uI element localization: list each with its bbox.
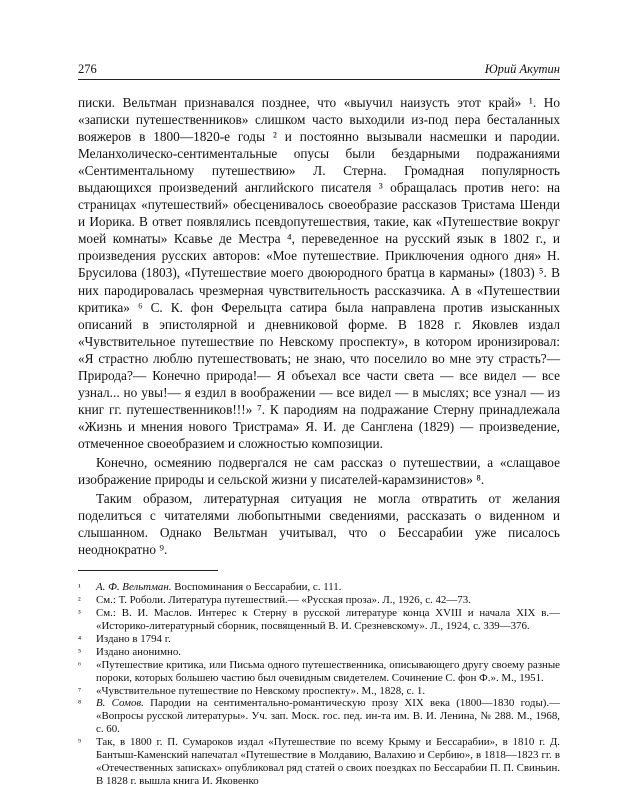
footnote-author: А. Ф. Вельтман. (96, 581, 172, 594)
footnote-number: ³ (78, 608, 81, 619)
footnote-text: «Путешествие критика, или Письма одного путешественника, описывающего другу своему разные пороки, которых большею частию был очевидным свидетелем. Сочинение С. фон Ф.». М., 1951. (96, 658, 560, 684)
footnote-author: В. Сомов. (96, 697, 144, 710)
footnote (78, 581, 560, 594)
page-number: 276 (78, 62, 97, 76)
header-rule (78, 79, 560, 80)
footnote (78, 646, 560, 659)
page-header (78, 52, 560, 80)
footnote (78, 633, 560, 646)
main-text (78, 94, 560, 558)
footnotes (78, 581, 560, 788)
footnote (78, 697, 560, 736)
footnote-text: Издано в 1794 г. (96, 632, 171, 645)
footnote (78, 607, 560, 633)
footnote (78, 659, 560, 685)
footnote-number: ⁸ (78, 698, 82, 709)
footnote-number: ² (78, 595, 81, 606)
footnote-text: «Чувствительное путешествие по Невскому проспекту». М., 1828, с. 1. (96, 684, 426, 697)
footnote-number: ¹ (78, 582, 81, 593)
footnote-number: ⁶ (78, 659, 82, 670)
footnote-number: ⁵ (78, 646, 82, 657)
footnote (78, 736, 560, 788)
footnote-number: ⁴ (78, 633, 82, 644)
running-title: Юрий Акутин (484, 62, 560, 76)
footnote-number: ⁹ (78, 737, 82, 748)
footnote-text: См.: В. И. Маслов. Интерес к Стерну в русской литературе конца XVIII и начала XIX в.— «Историко-литературный сборник, посвященный В. И. Срезневскому». Л., 1924, с. 339—376. (96, 607, 560, 632)
book-page (78, 0, 560, 788)
paragraph: писки. Вельтман признавался позднее, что «выучил наизусть этот край» ¹. Но «записки путешественников» слишком часто выходили из-под пера бесталанных вояжеров в 1800—1820-е годы ² и постоянно вызывали насмешки и пародии. Меланхолическо-сентиментальные опусы были бездарными подражаниями «Сентиментальному путешествию» Л. Стерна. Громадная популярность выдающихся произведений английского писателя ³ обращалась против него: на страницах «путешествий» обесценивалось своеобразие рассказов Тристама Шенди и Иорика. В ответ появлялись псевдопутешествия, такие, как «Путешествие вокруг моей комнаты» Ксавье де Местра ⁴, переведенное на русский язык в 1802 г., и произведения русских авторов: «Мое путешествие. Приключения одного дня» Н. Брусилова (1803), «Путешествие моего двоюродного братца в карманы» (1803) ⁵. В них пародировалась чрезмерная чувствительность рассказчика. А в «Путешествии критика» ⁶ С. К. фон Ферельцта сатира была направлена против изысканных описаний в эпистолярной и дневниковой форме. В 1828 г. Яковлев издал «Чувствительное путешествие по Невскому проспекту», в котором иронизировал: «Я страстно люблю путешествовать; не знаю, что поселило во мне эту страсть?— Природа?— Конечно природа!— Я объехал все части света — все видел — все узнал... но увы!— я ездил в воображении — все видел — в мыслях; все узнал — из книг гг. путешественников!!!» ⁷. К пародиям на подражание Стерну принадлежала «Жизнь и мнения нового Тристрама» Я. И. де Санглена (1829) — произведение, отмеченное своеобразием и сложностью композиции. (78, 95, 560, 451)
footnote-text: См.: Т. Роболи. Литература путешествий.— «Русская проза». Л., 1926, с. 42—73. (96, 594, 471, 607)
footnote-text: Так, в 1800 г. П. Сумароков издал «Путешествие по всему Крыму и Бессарабии», в 1810 г. Д. Бантыш-Каменский напечатал «Путешествие в Молдавию, Валахию и Сербию», в 1818—1823 гг. в «Отечественных записках» опубликовал ряд статей о своих поездках по Бессарабии П. П. Свиньин. В 1828 г. вышла книга И. Яковенко (96, 736, 560, 787)
footnote (78, 685, 560, 698)
paragraph: Таким образом, литературная ситуация не могла отвратить от желания поделиться с читателями любопытными сведениями, рассказать о виденном и слышанном. Однако Вельтман учитывал, что о Бессарабии уже писалось неоднократно ⁹. (78, 491, 560, 558)
footnote-text: Воспоминания о Бессарабии, с. 111. (171, 581, 342, 594)
footnote-rule (78, 570, 218, 571)
footnote-text: Пародии на сентиментально-романтическую прозу XIX века (1800—1830 годы).— «Вопросы русской литературы». Уч. зап. Моск. гос. пед. ин-та им. В. И. Ленина, № 288. М., 1968, с. 60. (96, 697, 560, 736)
footnote (78, 594, 560, 607)
paragraph: Конечно, осмеянию подвергался не сам рассказ о путешествии, а «слащавое изображение природы и сельской жизни у писателей-карамзинистов» ⁸. (78, 454, 560, 488)
footnote-text: Издано анонимно. (96, 645, 181, 658)
footnote-number: ⁷ (78, 685, 82, 696)
